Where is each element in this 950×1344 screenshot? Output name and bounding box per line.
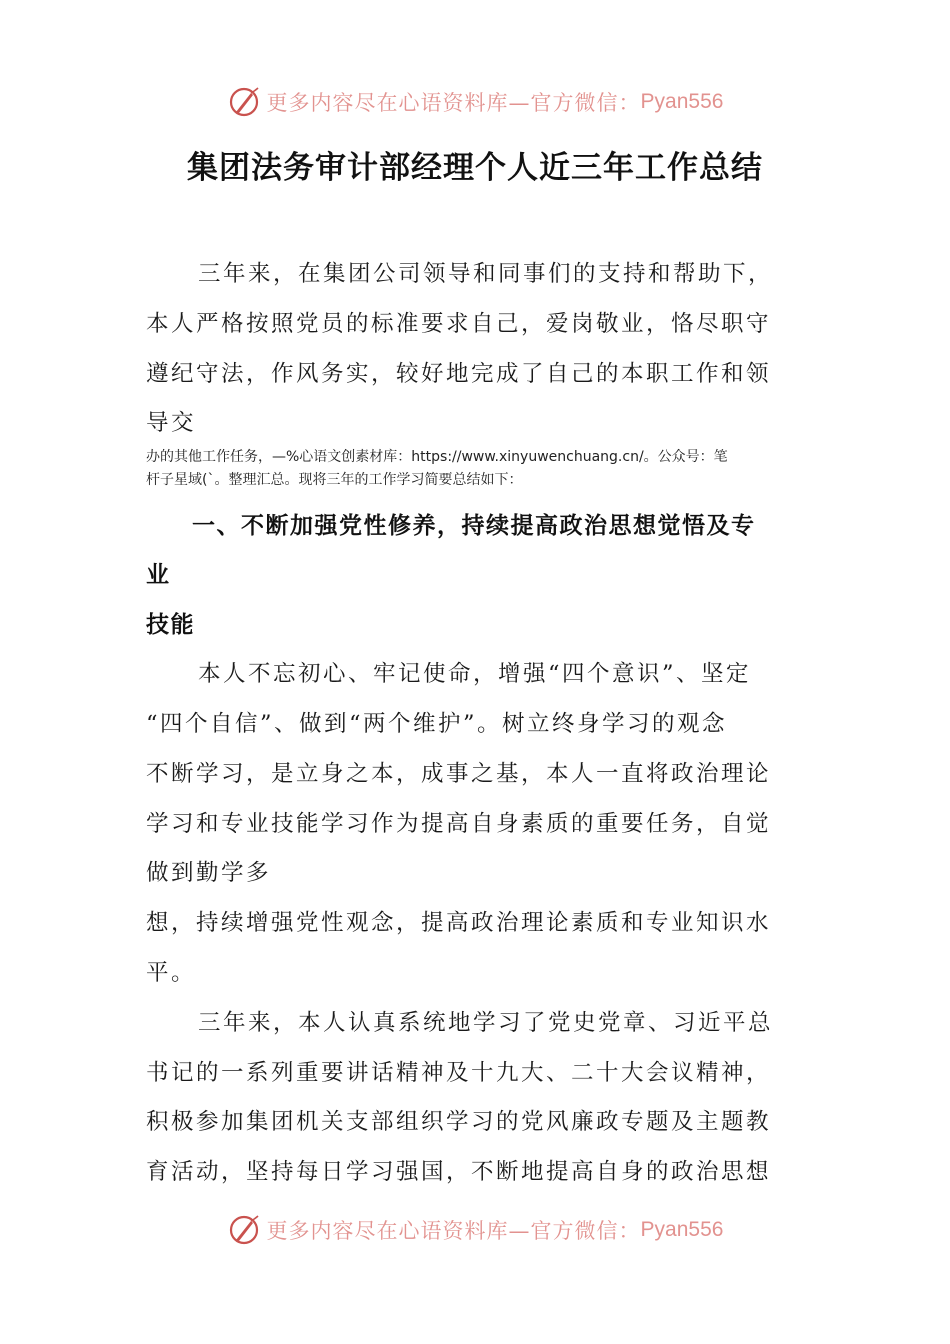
watermark-wechat-id: Pyan556	[640, 1218, 724, 1241]
quill-pen-logo-icon	[227, 1213, 261, 1247]
paragraph-line: 做到勤学多	[146, 860, 272, 886]
intro-line: 三年来，在集团公司领导和同事们的支持和帮助下，	[198, 261, 774, 287]
paragraph-line: 不断学习，是立身之本，成事之基，本人一直将政治理论	[146, 761, 772, 787]
paragraph-line: 积极参加集团机关支部组织学习的党风廉政专题及主题教	[146, 1109, 772, 1135]
paragraph-line: 平。	[146, 960, 197, 986]
paragraph-line: 三年来，本人认真系统地学习了党史党章、习近平总	[198, 1010, 774, 1036]
intro-line: 遵纪守法，作风务实，较好地完成了自己的本职工作和领	[146, 361, 772, 387]
paragraph-line: 本人不忘初心、牢记使命，增强“四个意识”、坚定	[198, 661, 752, 687]
paragraph-line: 育活动，坚持每日学习强国，不断地提高自身的政治思想	[146, 1159, 772, 1185]
paragraph-line: 学习和专业技能学习作为提高自身素质的重要任务，自觉	[146, 811, 772, 837]
watermark-text: 更多内容尽在心语资料库—官方微信：	[266, 91, 641, 115]
paragraph-line: 想，持续增强党性观念，提高政治理论素质和专业知识水	[146, 910, 772, 936]
quill-pen-logo-icon	[227, 85, 261, 119]
section-heading: 业	[146, 562, 171, 588]
section-heading: 技能	[146, 612, 195, 638]
intro-line: 导交	[146, 410, 197, 436]
watermark-wechat-id: Pyan556	[640, 90, 724, 113]
watermark-banner-top	[0, 82, 950, 122]
paragraph-line: “四个自信”、做到“两个维护”。树立终身学习的观念	[146, 711, 728, 737]
paragraph-line: 书记的一系列重要讲话精神及十九大、二十大会议精神，	[146, 1060, 772, 1086]
small-text-line: 杆子星域(`。整理汇总。现将三年的工作学习简要总结如下：	[146, 472, 523, 488]
document-title: 集团法务审计部经理个人近三年工作总结	[187, 150, 763, 186]
intro-line: 本人严格按照党员的标准要求自己，爱岗敬业，恪尽职守	[146, 311, 772, 337]
small-text-line: 办的其他工作任务，—%心语文创素材库：https://www.xinyuwenchuang.cn/。公众号：笔	[146, 449, 728, 465]
section-heading: 一、不断加强党性修养，持续提高政治思想觉悟及专	[192, 513, 756, 539]
watermark-text: 更多内容尽在心语资料库—官方微信：	[266, 1219, 641, 1243]
watermark-banner-bottom	[0, 1210, 950, 1250]
